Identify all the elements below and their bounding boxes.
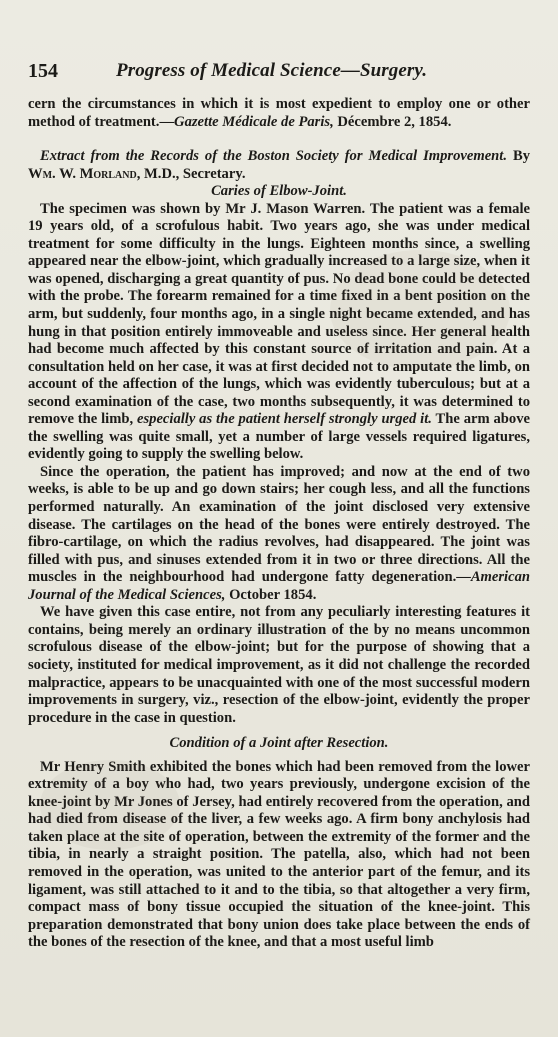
paragraph-text: The arm above the swelling was quite small, yet a number of large vessels required ligatures, evidently going to supply the swelling below. bbox=[28, 411, 530, 463]
extract-author: Wm. W. Morland, bbox=[28, 165, 141, 182]
paragraph bbox=[28, 464, 530, 604]
section-heading-caries: Caries of Elbow-Joint. bbox=[211, 183, 347, 200]
paragraph: We have given this case entire, not from any peculiarly interesting features it contains, being merely an ordinary illustration of the by no means uncommon scrofulous disease of the elbow-joint; but for the purpose of showing that a society, instituted for medical improvement, as it did not challenge the recorded malpractice, appears to be unacquainted with one of the most successful modern improvements in surgery, viz., resection of the elbow-joint, evidently the proper procedure in the case in question. bbox=[28, 604, 530, 726]
source-citation: American Journal of the Medical Sciences, bbox=[28, 569, 530, 603]
page-number: 154 bbox=[28, 60, 58, 82]
running-title: Progress of Medical Science—Surgery. bbox=[116, 60, 428, 81]
paragraph bbox=[28, 201, 530, 464]
opening-paragraph bbox=[28, 96, 530, 131]
opening-text: cern the circumstances in which it is most expedient to employ one or other method of treatment.— bbox=[28, 96, 530, 130]
extract-title: Extract from the Records of the Boston Society for Medical Improvement. bbox=[40, 148, 507, 165]
running-head bbox=[28, 58, 530, 84]
citation-date: Décembre 2, 1854. bbox=[333, 113, 452, 130]
paragraph-emphasis: especially as the patient herself strongly urged it. bbox=[136, 411, 432, 428]
section-gap bbox=[28, 131, 530, 148]
paragraph-text: The specimen was shown by Mr J. Mason Warren. The patient was a female 19 years old, of a scrofulous habit. Two years ago, she was under medical treatment for some difficulty in the lungs. Eighteen months since, a swelling appeared near the elbow-joint, which gradually increased to a large size, when it was opened, discharging a great quantity of pus. No dead bone could be detected with the probe. The forearm remained for a time fixed in a bent position on the arm, but suddenly, four months ago, in a single night became extended, and has hung in that position entirely immoveable and useless since. Her general health had become much affected by this constant source of irritation and pain. At a consultation held on her case, it was at first decided not to amputate the limb, on account of the affection of the lungs, which was evidently tuberculous; but at a second examination of the case, two months subsequently, it was determined to remove the limb, bbox=[28, 200, 530, 428]
extract-by: By bbox=[507, 148, 530, 165]
paragraph: Mr Henry Smith exhibited the bones which had been removed from the lower extremity of a boy who had, two years previously, undergone excision of the knee-joint by Mr Jones of Jersey, had entirely recovered from the operation, and had died from disease of the liver, a few weeks ago. A firm bony anchylosis had taken place at the site of operation, between the extremity of the former and the tibia, in nearly a straight position. The patella, also, which had not been removed in the operation, was united to the anterior part of the femur, and its ligament, was still attached to it and to the tibia, so that altogether a very firm, compact mass of bony tissue occupied the situation of the knee-joint. This preparation demonstrated that bony union does take place between the ends of the bones of the resection of the knee, and that a most useful limb bbox=[28, 758, 530, 951]
source-citation: Gazette Médicale de Paris, bbox=[174, 113, 334, 130]
extract-heading bbox=[28, 148, 530, 183]
section-heading-resection: Condition of a Joint after Resection. bbox=[169, 735, 389, 752]
extract-author-suffix: M.D., Secretary. bbox=[140, 165, 246, 182]
body-text bbox=[28, 96, 530, 952]
paragraph-text: Since the operation, the patient has improved; and now at the end of two weeks, is able to be up and go down stairs; her cough less, and all the functions performed naturally. An examination of the joint disclosed very extensive disease. The cartilages on the head of the bones were entirely destroyed. The fibro-cartilage, on which the radius revolves, had disappeared. The joint was filled with pus, and sinuses extended from it in two or three directions. All the muscles in the neighbourhood had undergone fatty degeneration.— bbox=[28, 463, 530, 586]
citation-date: October 1854. bbox=[225, 586, 317, 603]
